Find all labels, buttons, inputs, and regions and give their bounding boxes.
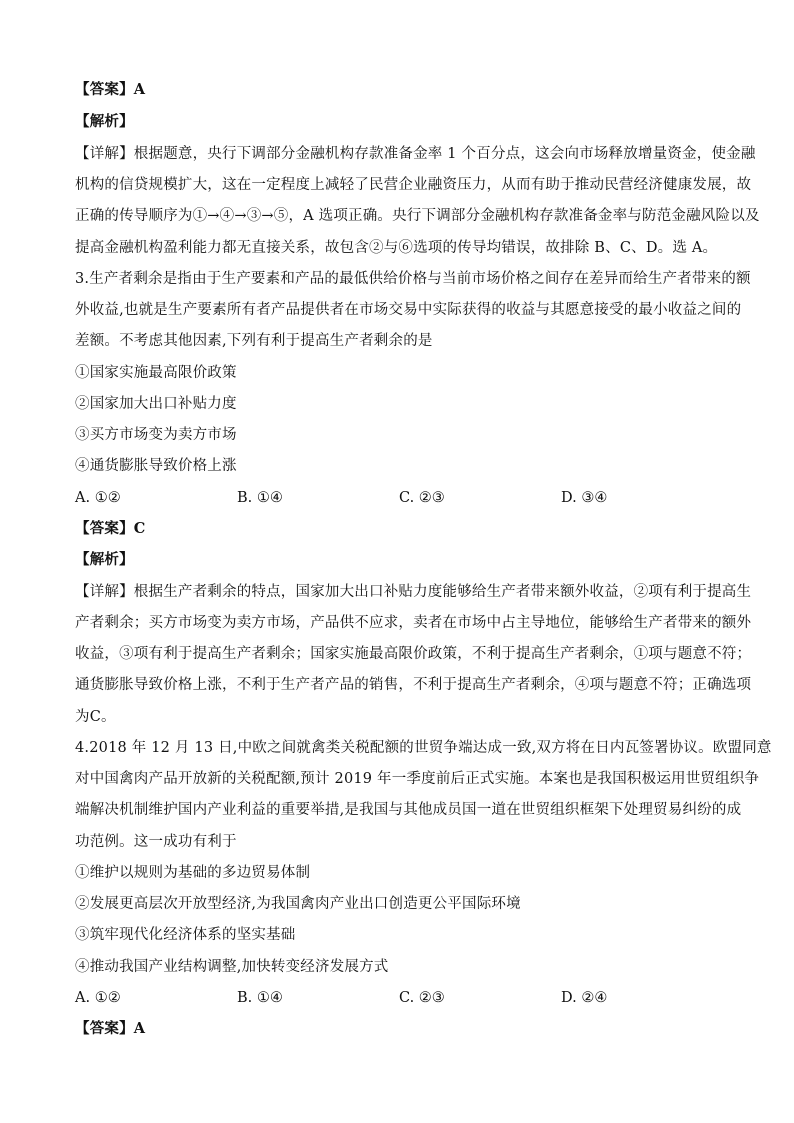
q3-item: ③买方市场变为卖方市场	[75, 427, 237, 443]
q3-item: ④通货膨胀导致价格上涨	[75, 458, 237, 474]
q2-analysis-heading: 【解析】	[75, 113, 134, 130]
q4-option-a: A. ①②	[75, 990, 121, 1006]
q4-stem-line: 4.2018 年 12 月 13 日,中欧之间就禽类关税配额的世贸争端达成一致,双方将在日内瓦签署协议。欧盟同意	[75, 740, 772, 756]
q3-option-d: D. ③④	[561, 490, 608, 506]
q4-stem-line: 端解决机制维护国内产业利益的重要举措,是我国与其他成员国一道在世贸组织框架下处理贸易纠纷的成	[75, 802, 742, 818]
q4-option-b: B. ①④	[237, 990, 283, 1006]
q3-option-c: C. ②③	[399, 490, 445, 506]
q4-option-c: C. ②③	[399, 990, 445, 1006]
q4-item: ③筑牢现代化经济体系的坚实基础	[75, 927, 296, 943]
q4-option-d: D. ②④	[561, 990, 608, 1006]
q4-item: ②发展更高层次开放型经济,为我国禽肉产业出口创造更公平国际环境	[75, 896, 521, 912]
q3-detail-line: 为C。	[75, 709, 116, 725]
q3-option-b: B. ①④	[237, 490, 283, 506]
q3-detail-line: 收益，③项有利于提高生产者剩余；国家实施最高限价政策，不利于提高生产者剩余，①项与题意不符；	[75, 646, 752, 662]
q3-item: ②国家加大出口补贴力度	[75, 396, 237, 412]
q4-item: ①维护以规则为基础的多边贸易体制	[75, 865, 311, 881]
q3-detail-line: 产者剩余；买方市场变为卖方市场，产品供不应求，卖者在市场中占主导地位，能够给生产者带来的额外	[75, 615, 752, 631]
q3-detail-line: 【详解】根据生产者剩余的特点，国家加大出口补贴力度能够给生产者带来额外收益，②项有利于提高生	[75, 584, 752, 600]
q2-detail-line: 【详解】根据题意，央行下调部分金融机构存款准备金率 1 个百分点，这会向市场释放增量资金，使金融	[75, 146, 756, 162]
q2-detail-line: 机构的信贷规模扩大，这在一定程度上减轻了民营企业融资压力，从而有助于推动民营经济健康发展，故	[75, 177, 752, 193]
q3-option-a: A. ①②	[75, 490, 121, 506]
q4-answer: 【答案】A	[75, 1020, 146, 1037]
q2-detail-line: 正确的传导顺序为①→④→③→⑤，A 选项正确。央行下调部分金融机构存款准备金率与防范金融风险以及	[75, 208, 760, 224]
q2-detail-line: 提高金融机构盈利能力都无直接关系，故包含②与⑥选项的传导均错误，故排除 B、C、D。选 A。	[75, 240, 718, 256]
q3-stem-line: 3.生产者剩余是指由于生产要素和产品的最低供给价格与当前市场价格之间存在差异而给生产者带来的额	[75, 271, 751, 287]
q4-item: ④推动我国产业结构调整,加快转变经济发展方式	[75, 959, 389, 975]
q4-stem-line: 对中国禽肉产品开放新的关税配额,预计 2019 年一季度前后正式实施。本案也是我国积极运用世贸组织争	[75, 771, 760, 787]
q3-item: ①国家实施最高限价政策	[75, 365, 237, 381]
q2-answer: 【答案】A	[75, 81, 146, 98]
q3-detail-line: 通货膨胀导致价格上涨，不利于生产者产品的销售，不利于提高生产者剩余，④项与题意不符；正确选项	[75, 677, 752, 693]
q4-stem-line: 功范例。这一成功有利于	[75, 834, 237, 850]
q3-stem-line: 差额。不考虑其他因素,下列有利于提高生产者剩余的是	[75, 333, 433, 349]
q3-stem-line: 外收益,也就是生产要素所有者产品提供者在市场交易中实际获得的收益与其愿意接受的最小收益之间的	[75, 302, 742, 318]
q3-answer: 【答案】C	[75, 520, 146, 537]
q3-analysis-heading: 【解析】	[75, 551, 134, 568]
